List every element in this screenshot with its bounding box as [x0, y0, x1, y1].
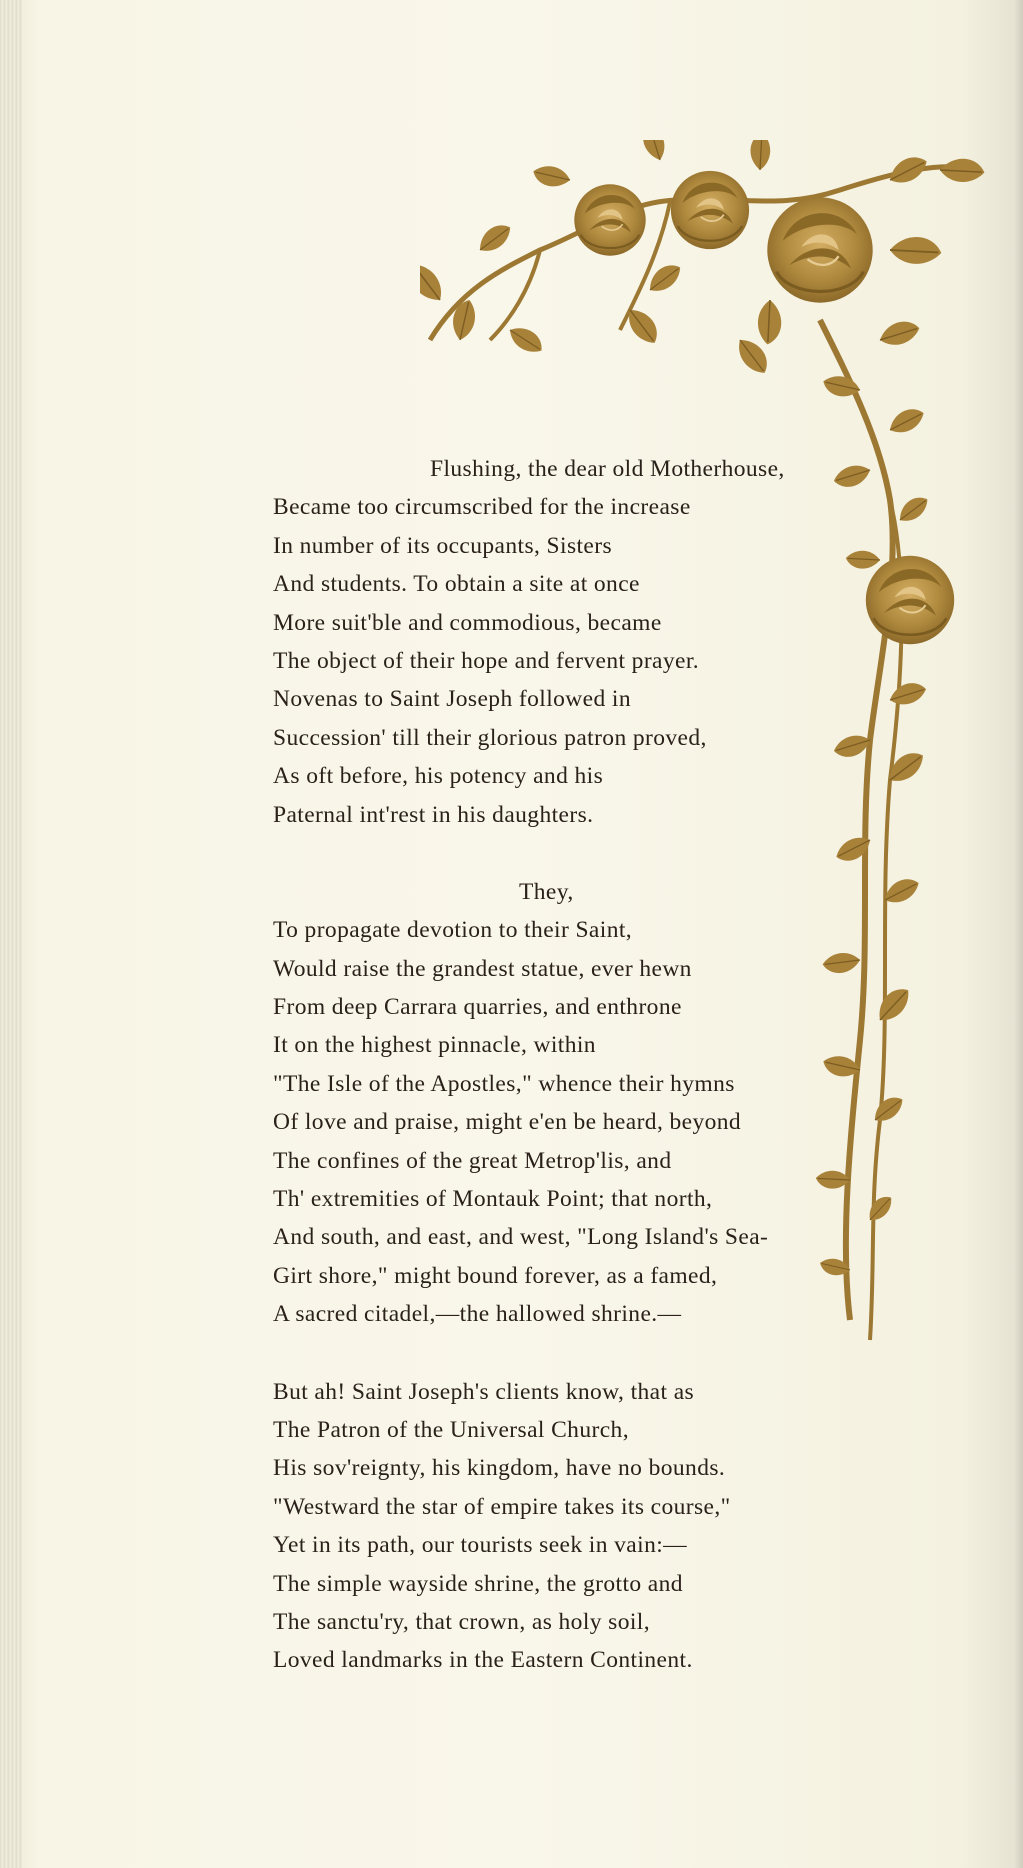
poem-line: The sanctu'ry, that crown, as holy soil, [273, 1608, 651, 1635]
poem-line: Yet in its path, our tourists seek in vain:— [273, 1532, 688, 1559]
page-edge-left [0, 0, 22, 1868]
poem-line: In number of its occupants, Sisters [273, 532, 613, 559]
poem-line: And south, and east, and west, "Long Island's Sea- [273, 1224, 769, 1251]
poem-line: And students. To obtain a site at once [273, 571, 640, 598]
poem-line: The object of their hope and fervent prayer. [273, 647, 700, 674]
poem-line: Flushing, the dear old Motherhouse, [430, 456, 785, 482]
poem-line: More suit'ble and commodious, became [273, 609, 662, 636]
poem-line: Became too circumscribed for the increase [273, 494, 691, 521]
poem-line: Succession' till their glorious patron proved, [273, 724, 707, 751]
poem-line: The simple wayside shrine, the grotto and [273, 1570, 683, 1597]
poem-line: A sacred citadel,—the hallowed shrine.— [273, 1301, 682, 1328]
poem-line: As oft before, his potency and his [273, 763, 604, 790]
stanza-gap [273, 834, 873, 873]
poem-line: Would raise the grandest statue, ever hewn [273, 955, 692, 982]
poem-line: To propagate devotion to their Saint, [273, 917, 633, 944]
poem-line: "The Isle of the Apostles," whence their hymns [273, 1070, 735, 1097]
poem-line: They, [519, 878, 574, 905]
poem-line: Th' extremities of Montauk Point; that north, [273, 1186, 713, 1213]
poem-line: Of love and praise, might e'en be heard, beyond [273, 1109, 742, 1136]
poem-line: Novenas to Saint Joseph followed in [273, 686, 631, 713]
poem-text [273, 450, 873, 1680]
stanza-gap [273, 1334, 873, 1373]
poem-line: His sov'reignty, his kingdom, have no bounds. [273, 1455, 726, 1482]
poem-line: Girt shore," might bound forever, as a famed, [273, 1262, 718, 1289]
poem-line: It on the highest pinnacle, within [273, 1032, 596, 1059]
poem-line: From deep Carrara quarries, and enthrone [273, 994, 682, 1021]
poem-line: But ah! Saint Joseph's clients know, that as [273, 1378, 695, 1405]
poem-line: The Patron of the Universal Church, [273, 1416, 629, 1443]
poem-line: "Westward the star of empire takes its course," [273, 1493, 731, 1520]
poem-line: The confines of the great Metrop'lis, and [273, 1147, 672, 1174]
poem-line: Loved landmarks in the Eastern Continent. [273, 1647, 693, 1674]
poem-line: Paternal int'rest in his daughters. [273, 801, 594, 828]
